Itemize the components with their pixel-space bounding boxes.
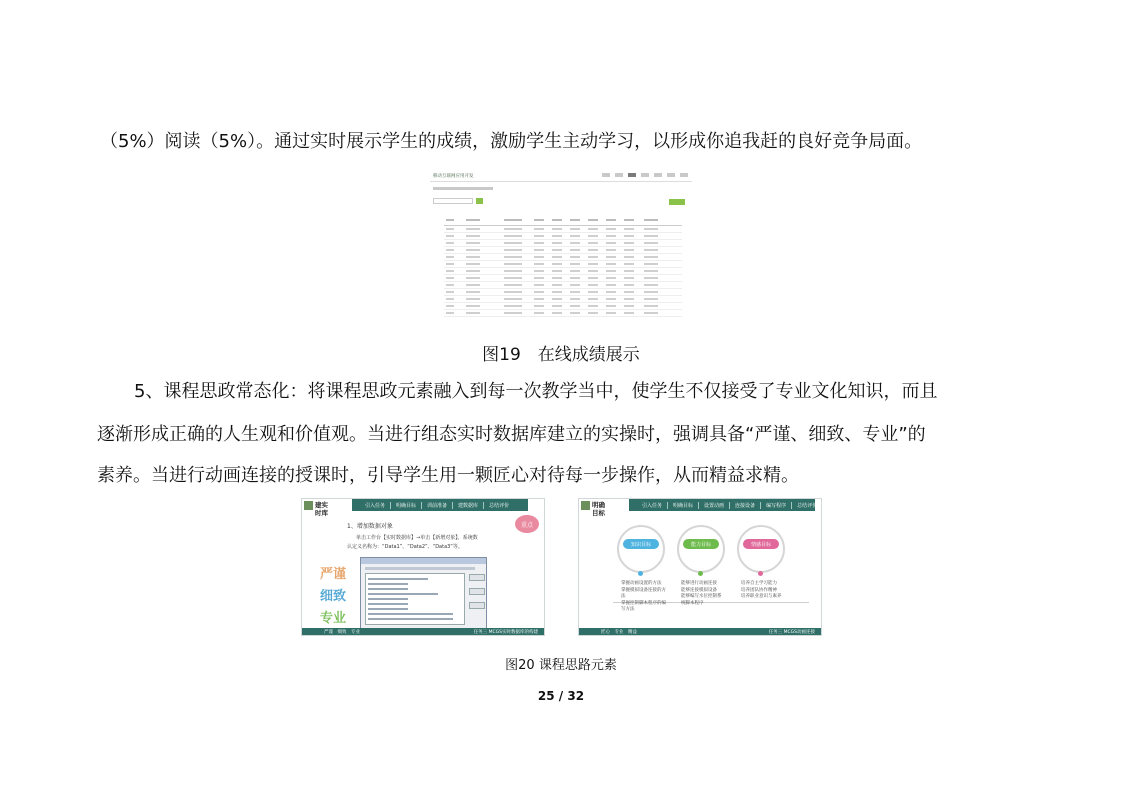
table-cell — [552, 298, 562, 300]
dialog-button — [469, 574, 485, 581]
table-cell — [552, 263, 562, 265]
value-word-meticulous: 细致 — [320, 589, 347, 604]
table-row — [444, 282, 682, 289]
table-cell — [552, 291, 562, 293]
goal-line: 培养团队协作精神 — [741, 587, 777, 593]
table-cell — [606, 291, 616, 293]
table-cell — [644, 277, 658, 279]
table-cell — [534, 242, 544, 244]
table-cell — [446, 235, 454, 237]
ability-goal-list — [681, 581, 722, 607]
ability-goal-tag: 能力目标 — [683, 539, 719, 549]
table-cell — [446, 291, 454, 293]
emotion-goal-circle — [737, 525, 785, 573]
table-cell — [644, 284, 658, 286]
slide-nav-item: 训前准备 — [422, 502, 453, 509]
figure-19-grade-page — [430, 170, 692, 318]
table-cell — [446, 219, 454, 221]
slide-nav-item: 总结评价 — [489, 502, 510, 509]
table-cell — [446, 270, 454, 272]
table-cell — [606, 242, 616, 244]
table-cell — [644, 249, 658, 251]
table-row — [444, 226, 682, 233]
table-cell — [606, 305, 616, 307]
table-cell — [552, 312, 562, 314]
value-word-rigor: 严谨 — [320, 567, 347, 582]
table-cell — [446, 256, 454, 258]
knowledge-goal-circle — [617, 525, 665, 573]
table-cell — [644, 270, 658, 272]
grade-page-search-button — [476, 198, 483, 204]
table-cell — [570, 291, 580, 293]
slide-title: 明确 目标 — [592, 501, 605, 517]
emotion-goal-list — [741, 581, 782, 601]
table-cell — [446, 277, 454, 279]
table-cell — [570, 263, 580, 265]
table-cell — [552, 249, 562, 251]
ability-goal-dot — [698, 571, 703, 576]
table-cell — [466, 256, 480, 258]
table-cell — [504, 235, 522, 237]
dialog-toolbar — [365, 567, 475, 570]
goal-line: 统脚本程序 — [681, 600, 704, 606]
list-item — [368, 613, 453, 615]
knowledge-goal-list — [621, 581, 666, 614]
goal-line: 培养职业意识与素养 — [741, 594, 782, 599]
table-cell — [588, 235, 598, 237]
table-header-row — [444, 215, 682, 226]
slide-nav-item: 连接设备 — [730, 502, 761, 509]
table-cell — [552, 242, 562, 244]
slide-footer-right: 任务三 MCGS动画连接 — [768, 630, 815, 635]
table-cell — [534, 277, 544, 279]
table-cell — [466, 249, 480, 251]
table-cell — [570, 277, 580, 279]
table-cell — [644, 291, 658, 293]
table-cell — [606, 249, 616, 251]
slide-footer-right: 任务三 MCGS实时数据库的构建 — [473, 630, 538, 635]
table-cell — [606, 263, 616, 265]
table-cell — [644, 312, 658, 314]
table-cell — [504, 242, 522, 244]
slide-nav-item: 总结评价 — [797, 502, 818, 509]
table-cell — [446, 305, 454, 307]
table-cell — [552, 284, 562, 286]
table-cell — [606, 270, 616, 272]
table-cell — [446, 249, 454, 251]
table-cell — [644, 235, 658, 237]
table-cell — [588, 256, 598, 258]
table-cell — [588, 305, 598, 307]
slide-nav-item: 设置动画 — [699, 502, 730, 509]
table-cell — [570, 228, 580, 230]
table-cell — [570, 242, 580, 244]
table-cell — [504, 249, 522, 251]
table-cell — [570, 249, 580, 251]
table-cell — [446, 263, 454, 265]
slide-footer — [579, 628, 821, 635]
table-cell — [644, 219, 658, 221]
table-cell — [588, 219, 598, 221]
list-item — [368, 588, 408, 590]
table-cell — [624, 284, 634, 286]
goal-line: 掌握动画设置的方法 — [621, 581, 662, 586]
table-cell — [624, 219, 634, 221]
table-cell — [624, 312, 634, 314]
goal-line: 法 — [621, 594, 626, 599]
table-cell — [624, 228, 634, 230]
table-cell — [624, 291, 634, 293]
figure-20-caption: 图20 课程思路元素 — [505, 658, 617, 673]
list-item — [368, 598, 408, 600]
table-cell — [588, 284, 598, 286]
slide-nav-bar — [629, 499, 818, 511]
table-cell — [466, 305, 480, 307]
list-item — [368, 608, 408, 610]
nav-item — [641, 173, 649, 177]
table-cell — [570, 284, 580, 286]
table-row — [444, 303, 682, 310]
table-cell — [588, 298, 598, 300]
table-cell — [570, 305, 580, 307]
table-cell — [534, 219, 544, 221]
figure-20-slide-database — [301, 498, 545, 636]
figure-20-slide-goals — [578, 498, 822, 636]
knowledge-goal-dot — [638, 571, 643, 576]
table-cell — [466, 284, 480, 286]
nav-item — [654, 173, 662, 177]
emotion-goal-dot — [758, 571, 763, 576]
goal-line: 能够进行动画连接 — [681, 581, 717, 586]
table-cell — [552, 228, 562, 230]
paragraph-ideology-2: 逐渐形成正确的人生观和价值观。当进行组态实时数据库建立的实操时，强调具备“严谨、细致、专业”的 — [97, 424, 926, 445]
list-item — [368, 578, 428, 580]
nav-item — [602, 173, 610, 177]
table-row — [444, 275, 682, 282]
table-cell — [446, 298, 454, 300]
table-cell — [552, 270, 562, 272]
goal-line: 掌握模拟设备连接的方 — [621, 587, 666, 593]
table-cell — [534, 228, 544, 230]
table-cell — [534, 270, 544, 272]
table-cell — [588, 291, 598, 293]
table-cell — [624, 249, 634, 251]
table-row — [444, 310, 682, 317]
grade-table — [444, 215, 682, 317]
table-cell — [644, 256, 658, 258]
table-row — [444, 247, 682, 254]
table-cell — [570, 235, 580, 237]
ability-goal-circle — [677, 525, 725, 573]
table-cell — [446, 228, 454, 230]
table-cell — [570, 270, 580, 272]
figure-19-caption: 图19 在线成绩展示 — [482, 345, 640, 365]
table-cell — [588, 277, 598, 279]
goal-line: 写方法 — [621, 607, 635, 612]
goal-line: 掌握控制脚本程序的编 — [621, 600, 666, 606]
table-cell — [606, 219, 616, 221]
grade-page-export-button — [669, 199, 685, 205]
table-cell — [534, 256, 544, 258]
grade-page-breadcrumb — [433, 187, 493, 190]
table-cell — [504, 291, 522, 293]
table-cell — [606, 298, 616, 300]
paragraph-ideology-1: 5、课程思政常态化：将课程思政元素融入到每一次教学当中，使学生不仅接受了专业文化知识，而且 — [134, 381, 938, 402]
slide-footer-left: 严谨 细致 专业 — [324, 630, 360, 635]
table-cell — [466, 263, 480, 265]
table-cell — [534, 312, 544, 314]
table-cell — [606, 312, 616, 314]
table-cell — [466, 270, 480, 272]
table-cell — [606, 284, 616, 286]
table-cell — [588, 228, 598, 230]
table-row — [444, 261, 682, 268]
grade-page-logo: 移动互联网应用开发 — [433, 174, 474, 179]
table-cell — [466, 291, 480, 293]
slide-nav-bar — [352, 499, 528, 511]
list-item — [368, 583, 408, 585]
table-cell — [534, 291, 544, 293]
table-cell — [534, 284, 544, 286]
slide-nav-item: 明确目标 — [668, 502, 699, 509]
table-cell — [588, 312, 598, 314]
list-item — [368, 618, 453, 620]
table-row — [444, 268, 682, 275]
goal-line: 培养自主学习能力 — [741, 581, 777, 586]
table-cell — [466, 298, 480, 300]
table-cell — [624, 242, 634, 244]
table-cell — [504, 284, 522, 286]
table-cell — [534, 298, 544, 300]
table-cell — [534, 305, 544, 307]
table-cell — [466, 277, 480, 279]
paragraph-ideology-3: 素养。当进行动画连接的授课时，引导学生用一颗匠心对待每一步操作，从而精益求精。 — [97, 465, 799, 486]
table-row — [444, 233, 682, 240]
table-cell — [552, 277, 562, 279]
table-cell — [588, 249, 598, 251]
table-cell — [552, 305, 562, 307]
dialog-object-list — [365, 573, 465, 625]
nav-item — [680, 173, 688, 177]
table-cell — [606, 256, 616, 258]
list-item — [368, 593, 438, 595]
dialog-button — [469, 588, 485, 595]
table-cell — [624, 235, 634, 237]
knowledge-goal-tag: 知识目标 — [623, 539, 659, 549]
table-cell — [570, 256, 580, 258]
table-cell — [504, 305, 522, 307]
table-cell — [504, 270, 522, 272]
table-cell — [552, 256, 562, 258]
table-cell — [466, 219, 480, 221]
slide-corner-logo — [304, 501, 313, 510]
table-cell — [606, 277, 616, 279]
table-cell — [588, 242, 598, 244]
table-row — [444, 296, 682, 303]
table-cell — [644, 305, 658, 307]
table-cell — [624, 263, 634, 265]
grade-page-header — [430, 170, 692, 182]
table-cell — [552, 235, 562, 237]
slide-nav-item: 编写程序 — [761, 502, 792, 509]
nav-item — [615, 173, 623, 177]
slide-nav-item: 建数据库 — [453, 502, 484, 509]
slide-step-desc-2: 认定义名称为：“Data1”、“Data2”、“Data3”等。 — [347, 544, 463, 550]
table-cell — [504, 256, 522, 258]
grade-page-search-input — [433, 198, 473, 204]
table-cell — [644, 298, 658, 300]
table-cell — [606, 228, 616, 230]
table-row — [444, 254, 682, 261]
table-cell — [466, 228, 480, 230]
table-row — [444, 240, 682, 247]
table-cell — [504, 298, 522, 300]
table-cell — [446, 284, 454, 286]
dialog-button — [469, 602, 485, 609]
table-cell — [446, 312, 454, 314]
table-cell — [624, 256, 634, 258]
slide-step-title: 1、增加数据对象 — [347, 523, 393, 530]
table-cell — [624, 305, 634, 307]
table-cell — [504, 263, 522, 265]
page-number: 25 / 32 — [537, 689, 585, 703]
table-cell — [552, 219, 562, 221]
paragraph-grades: （5%）阅读（5%）。通过实时展示学生的成绩，激励学生主动学习，以形成你追我赶的良好竞争局面。 — [100, 131, 923, 152]
emotion-goal-tag: 情感目标 — [743, 539, 779, 549]
slide-nav-item: 明确目标 — [391, 502, 422, 509]
key-point-badge: 重点 — [515, 515, 539, 533]
table-cell — [570, 312, 580, 314]
grade-page-nav — [602, 173, 688, 177]
table-cell — [504, 228, 522, 230]
table-cell — [570, 219, 580, 221]
table-cell — [504, 277, 522, 279]
table-cell — [446, 242, 454, 244]
table-cell — [644, 263, 658, 265]
table-cell — [588, 263, 598, 265]
list-item — [368, 603, 408, 605]
goal-line: 能够连接模拟设备 — [681, 587, 717, 593]
table-cell — [466, 235, 480, 237]
table-cell — [644, 228, 658, 230]
table-cell — [588, 270, 598, 272]
nav-item-active — [628, 173, 636, 177]
slide-step-desc-1: 单击工作台【实时数据库】→单击【新增对象】，系统数 — [356, 535, 478, 541]
table-cell — [606, 235, 616, 237]
nav-item — [667, 173, 675, 177]
table-cell — [504, 312, 522, 314]
table-cell — [624, 298, 634, 300]
table-cell — [466, 242, 480, 244]
table-cell — [534, 249, 544, 251]
slide-title: 建实 时库 — [315, 501, 328, 517]
slide-nav-item: 引入任务 — [637, 502, 668, 509]
data-object-dialog — [360, 557, 487, 629]
table-cell — [624, 270, 634, 272]
slide-footer — [302, 628, 544, 635]
slide-footer-left: 匠心 专业 精益 — [601, 630, 637, 635]
table-cell — [644, 242, 658, 244]
table-cell — [466, 312, 480, 314]
table-row — [444, 289, 682, 296]
goal-line: 能够编写水位控制系 — [681, 594, 722, 599]
table-cell — [534, 235, 544, 237]
slide-nav-item: 引入任务 — [360, 502, 391, 509]
slide-corner-logo — [581, 501, 590, 510]
table-cell — [534, 263, 544, 265]
table-cell — [504, 219, 522, 221]
dialog-titlebar — [361, 558, 486, 564]
value-word-professional: 专业 — [320, 611, 347, 626]
table-cell — [570, 298, 580, 300]
table-cell — [624, 277, 634, 279]
